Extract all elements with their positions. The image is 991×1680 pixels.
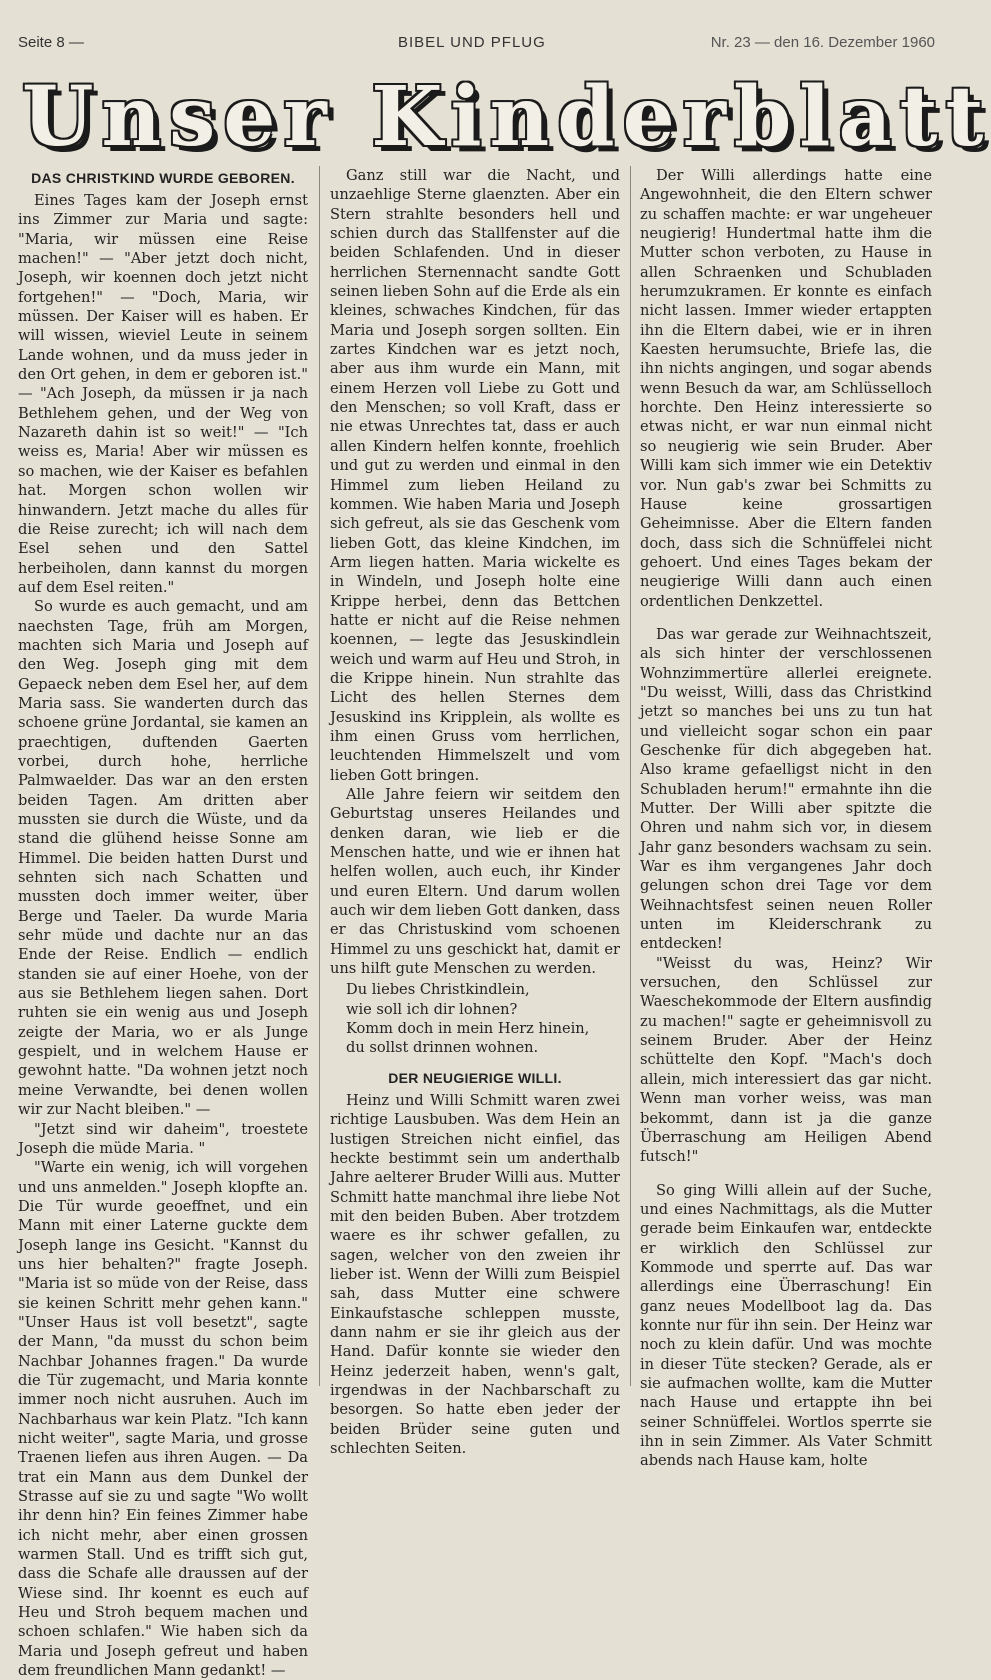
poem-line: Du liebes Christkindlein, xyxy=(346,981,530,999)
column-divider xyxy=(630,166,631,1386)
page-number: Seite 8 — xyxy=(18,34,84,51)
poem xyxy=(330,980,620,1057)
column-1 xyxy=(18,166,308,1680)
paragraph: Der Willi allerdings hatte eine Angewohnheit, die den Eltern schwer zu schaffen machte: er war ungeheuer neugierig! Hundertmal hatte ihm die Mutter schon verboten, zu Hause in allen Schraenken und Schubladen herumzukramen. Er konnte es einfach nicht lassen. Immer wieder ertappten ihn die Eltern dabei, wie er in ihren Kaesten herumsuchte, Briefe las, die ihn nichts angingen, und sogar abends wenn Besuch da war, am Schlüsselloch horchte. Den Heinz interessierte so etwas nicht, er war nun einmal nicht so neugierig wie sein Bruder. Aber Willi kam sich immer wie ein Detektiv vor. Nun gab's zwar bei Schmitts zu Hause keine grossartigen Geheimnisse. Aber die Eltern fanden doch, dass sich die Schnüffelei nicht gehoert. Und eines Tages bekam der neugierige Willi dann auch einen ordentlichen Denkzettel. xyxy=(640,167,932,610)
paragraph: Alle Jahre feiern wir seitdem den Geburtstag unseres Heilandes und denken daran, wie lieb er die Menschen hatte, und wie er ihnen hat helfen wollen, auch euch, ihr Kinder und euren Eltern. Und darum wollen auch wir dem lieben Gott danken, dass er das Christuskind vom schoenen Himmel zu uns geschickt hat, damit er uns hilft gute Menschen zu werden. xyxy=(330,786,620,978)
column-2 xyxy=(330,166,620,1457)
paragraph: "Weisst du was, Heinz? Wir versuchen, den Schlüssel zur Waeschekommode der Eltern ausfindig zu machen!" sagte er geheimnisvoll zu seinem Bruder. Aber der Heinz schüttelte den Kopf. "Mach's doch allein, mich interessiert das gar nicht. Wenn man vorher weiss, was man bekommt, dann ist ja die ganze Überraschung am Heiligen Abend futsch!" xyxy=(640,954,932,1166)
article-heading: DER NEUGIERIGE WILLI. xyxy=(388,1069,562,1086)
column-3 xyxy=(640,166,932,1470)
publication-name: BIBEL UND PFLUG xyxy=(398,34,546,51)
poem-line: Komm doch in mein Herz hinein, xyxy=(346,1020,590,1038)
paragraph: Ganz still war die Nacht, und unzaehlige Sterne glaenzten. Aber ein Stern strahlte besonders hell und schien durch das Stallfenster auf die beiden Schlafenden. Und in dieser herrlichen Sternennacht sandte Gott seinen lieben Sohn auf die Erde als ein kleines, schwaches Kindchen, für das Maria und Joseph sorgen sollten. Ein zartes Kindchen war es jetzt noch, aber aus ihm wurde ein Mann, mit einem Herzen voll Liebe zu Gott und den Menschen; so voll Kraft, dass er nie etwas Unrechtes tat, dass er auch allen Kindern helfen konnte, froehlich und gut zu werden und einmal in den Himmel zum lieben Heiland zu kommen. Wie haben Maria und Joseph sich gefreut, als sie das Geschenk vom lieben Gott, das kleine Kindchen, im Arm liegen hatten. Maria wickelte es in Windeln, und Joseph holte eine Krippe herbei, denn das Bettchen hatte er nicht auf die Reise nehmen koennen, — legte das Jesuskindlein weich und warm auf Heu und Stroh, in die Krippe hinein. Nun strahlte das Licht des hellen Sternes dem Jesuskind ins Kripplein, als wollte es ihm einen Gruss vom herrlichen, leuchtenden Himmelszelt und vom lieben Gott bringen. xyxy=(330,167,620,784)
paragraph: So ging Willi allein auf der Suche, und eines Nachmittags, als die Mutter gerade beim Einkaufen war, entdeckte er wirklich den Schlüssel zur Kommode und sperrte auf. Das war allerdings eine Überraschung! Ein ganz neues Modellboot lag da. Das konnte nur für ihn sein. Der Heinz war noch zu klein dafür. Und was mochte in dieser Tüte stecken? Gerade, als er sie aufmachen wollte, kam die Mutter nach Hause und ertappte ihn bei seiner Schnüffelei. Wortlos sperrte sie ihn in sein Zimmer. Als Vater Schmitt abends nach Hause kam, holte xyxy=(640,1181,932,1470)
paragraph: "Jetzt sind wir daheim", troestete Joseph die müde Maria. " xyxy=(18,1120,308,1157)
masthead-title: Unser Kinderblatt xyxy=(22,69,991,165)
poem-line: wie soll ich dir lohnen? xyxy=(346,1000,518,1018)
paragraph: Heinz und Willi Schmitt waren zwei richtige Lausbuben. Was dem Hein an lustigen Streichen nicht einfiel, das heckte bestimmt sein um anderthalb Jahre aelterer Bruder Willi aus. Mutter Schmitt hatte manchmal ihre liebe Not mit den beiden Buben. Aber trotzdem waere es ihr schwer gefallen, zu sagen, welcher von den zweien ihr lieber ist. Wenn der Willi zum Beispiel sah, dass Mutter eine schwere Einkaufstasche schleppen musste, dann nahm er sie ihr gleich aus der Hand. Dafür konnte sie wieder den Heinz jederzeit haben, wenn's galt, irgendwas in der Nachbarschaft zu besorgen. So hatte eben jeder der beiden Brüder seine guten und schlechten Seiten. xyxy=(330,1091,620,1457)
running-header xyxy=(18,30,935,56)
column-divider xyxy=(319,166,320,1386)
poem-line: du sollst drinnen wohnen. xyxy=(346,1039,539,1057)
paragraph: "Warte ein wenig, ich will vorgehen und uns anmelden." Joseph klopfte an. Die Tür wurde geoeffnet, und ein Mann mit einer Laterne guckte dem Joseph lange ins Gesicht. "Kannst du uns hier behalten?" fragte Joseph. "Maria ist so müde von der Reise, dass sie keinen Schritt mehr gehen kann." "Unser Haus ist voll besetzt", sagte der Mann, "da musst du schon beim Nachbar Johannes fragen." Da wurde die Tür zugemacht, und Maria konnte immer noch nicht ausruhen. Auch im Nachbarhaus war kein Platz. "Ich kann nicht weiter", sagte Maria, und grosse Traenen liefen aus ihren Augen. — Da trat ein Mann aus dem Dunkel der Strasse auf sie zu und sagte "Wo wollt ihr denn hin? Ein feines Zimmer habe ich nicht mehr, aber einen grossen warmen Stall. Und es trifft sich gut, dass die Schafe alle draussen auf der Wiese sind. Ihr koennt es euch auf Heu und Stroh bequem machen und schoen schlafen." Wie haben sich da Maria und Joseph gefreut und haben dem freundlichen Mann gedankt! — xyxy=(18,1159,308,1680)
article-heading: DAS CHRISTKIND WURDE GEBOREN. xyxy=(31,170,295,186)
paragraph: Eines Tages kam der Joseph ernst ins Zimmer zur Maria und sagte: "Maria, wir müssen eine Reise machen!" — "Aber jetzt doch nicht, Joseph, wir koennen doch jetzt nicht fortgehen!" — "Doch, Maria, wir müssen. Der Kaiser will es haben. Er will wissen, wieviel Leute in seinem Lande wohnen, und da muss jeder in den Ort gehen, in dem er geboren ist." — "Ach Joseph, da müssen ir ja nach Bethlehem gehen, und der Weg von Nazareth dahin ist so weit!" — "Ich weiss es, Maria! Aber wir müssen es so machen, wie der Kaiser es befahlen hat. Morgen schon wollen wir hinwandern. Jetzt mache du alles für die Reise zurecht; ich will nach dem Esel sehen und den Sattel herbeiholen, dann kannst du morgen auf dem Esel reiten." xyxy=(18,192,308,596)
paragraph: So wurde es auch gemacht, und am naechsten Tage, früh am Morgen, machten sich Maria und Joseph auf den Weg. Joseph ging mit dem Gepaeck neben dem Esel her, auf dem Maria sass. Sie wanderten durch das schoene grüne Jordantal, sie kamen an praechtigen, duftenden Gaerten vorbei, durch hohe, herrliche Palmwaelder. Das war an den ersten beiden Tagen. Am dritten aber mussten sie durch die Wüste, und da stand die glühend heisse Sonne am Himmel. Die beiden hatten Durst und sehnten sich nach Schatten und mussten doch immer weiter, über Berge und Taeler. Da wurde Maria sehr müde und dachte nur an das Ende der Reise. Endlich — endlich standen sie auf einer Hoehe, von der aus sie Bethlehem liegen sahen. Dort ruhten sie ein wenig aus und Joseph zeigte der Maria, wo er als Junge gespielt, und in welchem Hause er gewohnt hatte. "Da wohnen jetzt noch meine Verwandte, bei denen wollen wir zur Nacht bleiben." — xyxy=(18,598,308,1119)
paragraph: Das war gerade zur Weihnachtszeit, als sich hinter der verschlossenen Wohnzimmertüre allerlei ereignete. "Du weisst, Willi, dass das Christkind jetzt so manches bei uns zu tun hat und vielleicht sogar schon ein paar Geschenke für dich abgegeben hat. Also krame gefaelligst nicht in den Schubladen herum!" ermahnte ihn die Mutter. Der Willi aber spitzte die Ohren und nahm sich vor, in diesem Jahr ganz besonders wachsam zu sein. War es ihm vergangenes Jahr doch gelungen schon drei Tage vor dem Weihnachtsfest seinen neuen Roller unten im Kleiderschrank zu entdecken! xyxy=(640,625,932,953)
issue-date: Nr. 23 — den 16. Dezember 1960 xyxy=(710,34,935,51)
